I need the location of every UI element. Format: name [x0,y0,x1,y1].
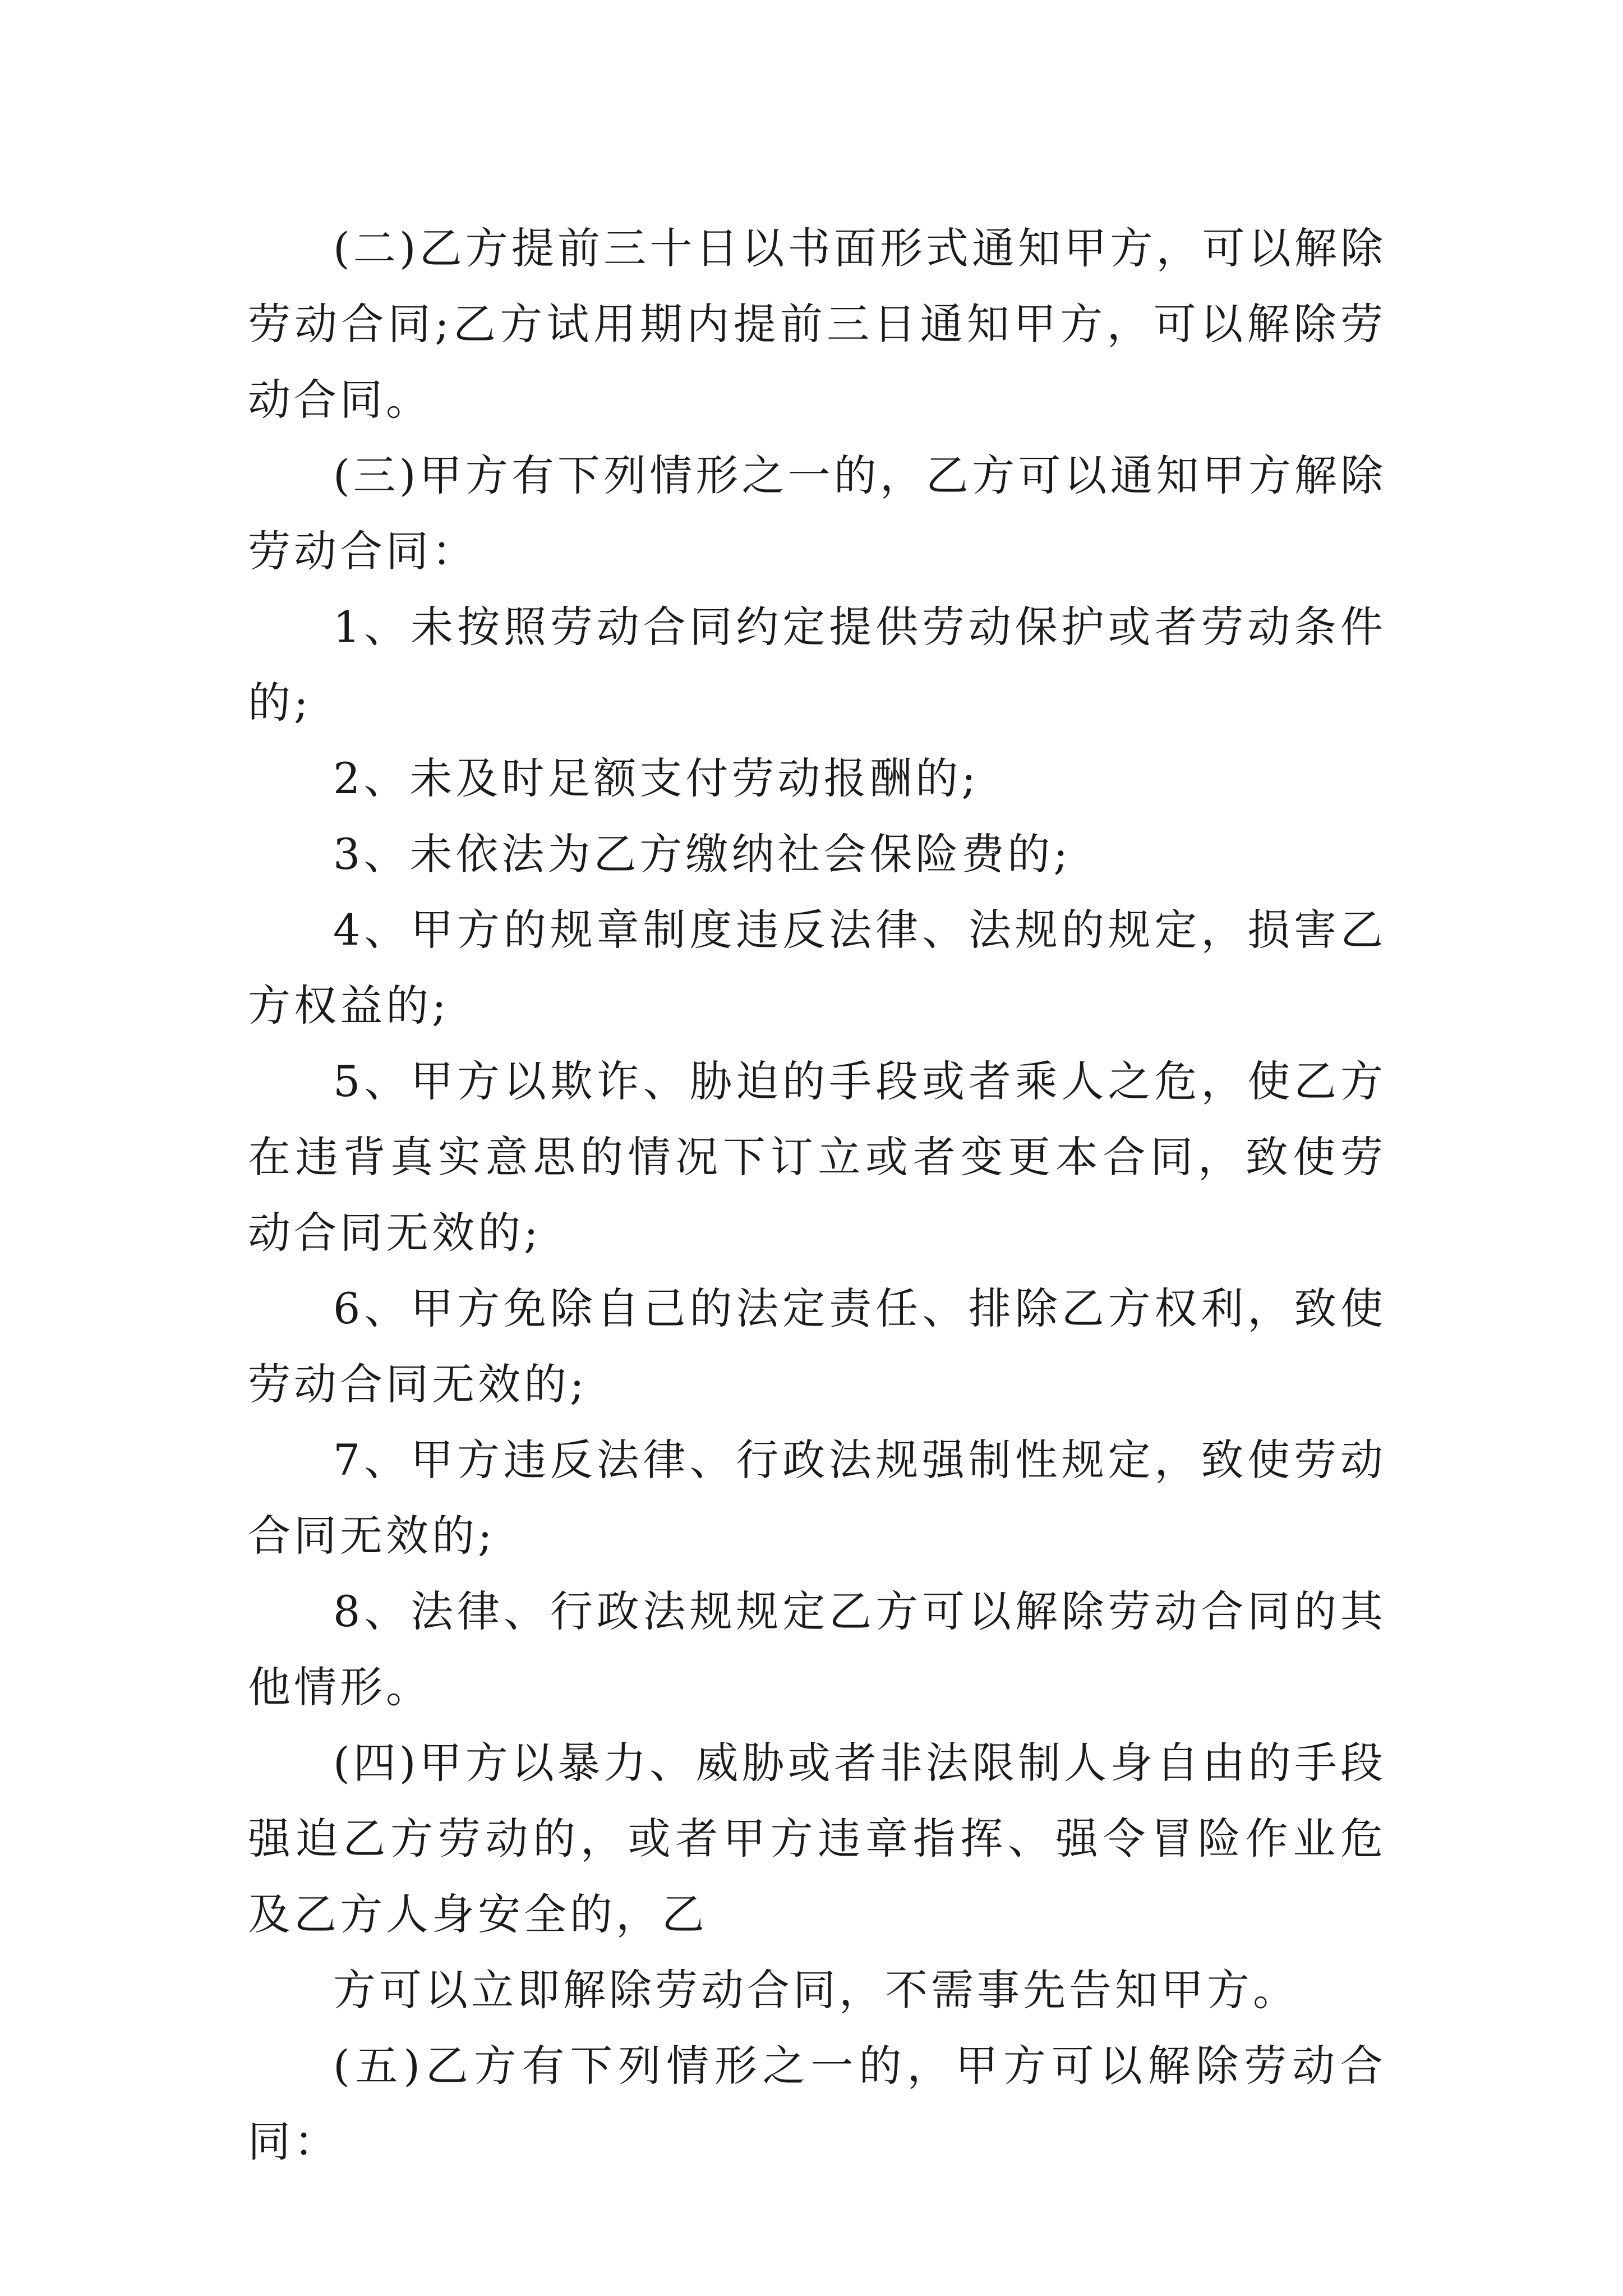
list-item-8: 8、法律、行政法规规定乙方可以解除劳动合同的其他情形。 [248,1586,1386,1712]
paragraph-3-employee-termination-conditions: (三)甲方有下列情形之一的，乙方可以通知甲方解除劳动合同： [248,450,1386,576]
list-item-2: 2、未及时足额支付劳动报酬的; [333,753,979,803]
paragraph-5-employer-termination-conditions: (五)乙方有下列情形之一的，甲方可以解除劳动合同： [248,2041,1386,2166]
list-item-3: 3、未依法为乙方缴纳社会保险费的; [333,829,1071,879]
list-item-7: 7、甲方违反法律、行政法规强制性规定，致使劳动合同无效的; [248,1435,1386,1561]
list-item-4: 4、甲方的规章制度违反法律、法规的规定，损害乙方权益的; [248,905,1386,1030]
list-item-1: 1、未按照劳动合同约定提供劳动保护或者劳动条件的; [248,602,1386,728]
list-item-6: 6、甲方免除自己的法定责任、排除乙方权利，致使劳动合同无效的; [248,1283,1386,1409]
document-body [248,210,1386,2179]
paragraph-2-resignation-notice: (二)乙方提前三十日以书面形式通知甲方，可以解除劳动合同;乙方试用期内提前三日通知甲方，可以解除劳动合同。 [248,223,1386,425]
list-item-5: 5、甲方以欺诈、胁迫的手段或者乘人之危，使乙方在违背真实意思的情况下订立或者变更本合同，致使劳动合同无效的; [248,1056,1386,1258]
paragraph-4-continuation: 方可以立即解除劳动合同，不需事先告知甲方。 [333,1965,1299,2015]
paragraph-4-immediate-termination: (四)甲方以暴力、威胁或者非法限制人身自由的手段强迫乙方劳动的，或者甲方违章指挥、强令冒险作业危及乙方人身安全的，乙 [248,1738,1386,1939]
